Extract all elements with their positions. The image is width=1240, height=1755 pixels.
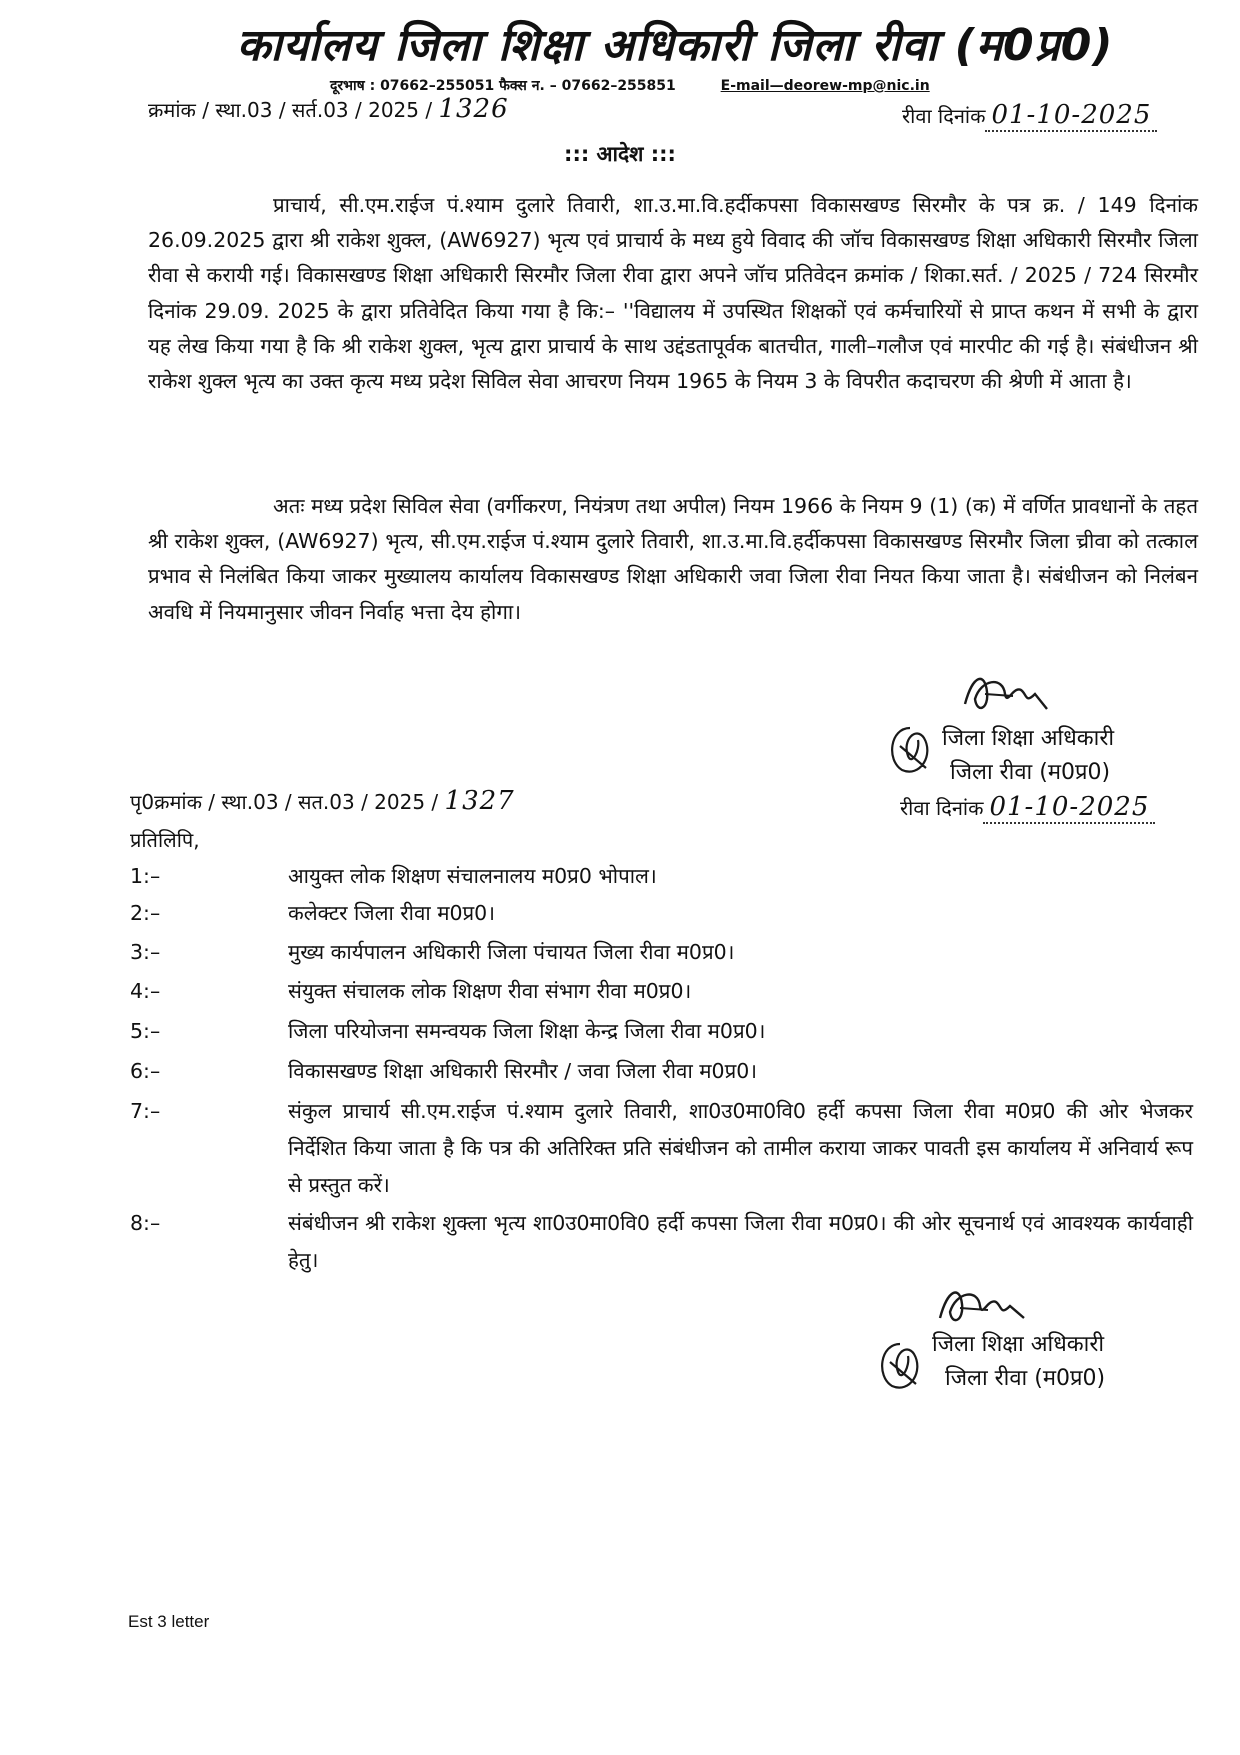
recipient-number: 3:–	[130, 940, 161, 964]
initials-scribble	[870, 1336, 930, 1396]
recipient-number: 1:–	[130, 864, 161, 888]
copy-date	[900, 792, 1155, 822]
order-ref-prefix: क्रमांक / स्था.03 / सर्त.03 / 2025 /	[148, 98, 433, 122]
recipient-text: मुख्य कार्यपालन अधिकारी जिला पंचायत जिला रीवा म0प्र0।	[288, 940, 735, 964]
email-address: E-mail—deorew-mp@nic.in	[720, 78, 930, 94]
order-date	[902, 100, 1157, 130]
order-paragraph-1: प्राचार्य, सी.एम.राईज पं.श्याम दुलारे तिवारी, शा.उ.मा.वि.हर्दीकपसा विकासखण्ड सिरमौर के पत्र क्र. / 149 दिनांक 26.09.2025 द्वारा श्री राकेश शुक्ल, (AW6927) भृत्य एवं प्राचार्य के मध्य हुये विवाद की जॉच विकासखण्ड शिक्षा अधिकारी सिरमौर जिला रीवा से करायी गई। विकासखण्ड शिक्षा अधिकारी सिरमौर जिला रीवा द्वारा अपने जॉच प्रतिवेदन क्रमांक / शिका.सर्त. / 2025 / 724 सिरमौर दिनांक 29.09. 2025 के द्वारा प्रतिवेदित किया गया है कि:– ''विद्यालय में उपस्थित शिक्षकों एवं कर्मचारियों से प्राप्त कथन में सभी के द्वारा यह लेख किया गया है कि श्री राकेश शुक्ल, भृत्य द्वारा प्राचार्य के साथ उद्दंडतापूर्वक बातचीत, गाली–गलौज एवं मारपीट की गई है। संबंधीजन श्री राकेश शुक्ल भृत्य का उक्त कृत्य मध्य प्रदेश सिविल सेवा आचरण नियम 1965 के नियम 3 के विपरीत कदाचरण की श्रेणी में आता है।	[148, 193, 1198, 394]
signature-scribble	[930, 1276, 1030, 1336]
order-ref-number	[148, 94, 509, 124]
order-ref-handwritten: 1326	[438, 94, 509, 124]
copy-date-prefix: रीवा दिनांक	[900, 796, 984, 820]
copy-ref-number	[130, 786, 515, 816]
recipient-number: 6:–	[130, 1059, 161, 1083]
contact-line	[330, 76, 1070, 95]
recipient-text: जिला परियोजना समन्वयक जिला शिक्षा केन्द्र जिला रीवा म0प्र0।	[288, 1019, 766, 1043]
recipient-number: 8:–	[130, 1211, 161, 1235]
signatory-district: जिला रीवा (म0प्र0)	[945, 1366, 1106, 1391]
recipient-text: आयुक्त लोक शिक्षण संचालनालय म0प्र0 भोपाल।	[288, 864, 657, 888]
order-paragraph-2: अतः मध्य प्रदेश सिविल सेवा (वर्गीकरण, नियंत्रण तथा अपील) नियम 1966 के नियम 9 (1) (क) में वर्णित प्रावधानों के तहत श्री राकेश शुक्ल, (AW6927) भृत्य, सी.एम.राईज पं.श्याम दुलारे तिवारी, शा.उ.मा.वि.हर्दीकपसा विकासखण्ड सिरमौर जिला च्रीवा को तत्काल प्रभाव से निलंबित किया जाकर मुख्यालय कार्यालय विकासखण्ड शिक्षा अधिकारी जवा जिला रीवा नियत किया जाता है। संबंधीजन को निलंबन अवधि में नियमानुसार जीवन निर्वाह भत्ता देय होगा।	[148, 494, 1198, 624]
footnote-label: Est 3 letter	[128, 1612, 210, 1631]
recipient-number: 5:–	[130, 1019, 161, 1043]
recipient-text: कलेक्टर जिला रीवा म0प्र0।	[288, 901, 495, 925]
signatory-designation: जिला शिक्षा अधिकारी	[932, 1332, 1105, 1357]
recipient-number: 4:–	[130, 979, 161, 1003]
signatory-district: जिला रीवा (म0प्र0)	[950, 760, 1111, 785]
copy-label: प्रतिलिपि,	[130, 828, 200, 852]
signatory-designation: जिला शिक्षा अधिकारी	[942, 726, 1115, 751]
signature-scribble	[955, 664, 1055, 724]
copy-date-handwritten: 01-10-2025	[983, 792, 1155, 824]
recipient-number: 7:–	[130, 1099, 161, 1123]
copy-ref-prefix: पृ0क्रमांक / स्था.03 / सत.03 / 2025 /	[130, 790, 439, 814]
order-date-handwritten: 01-10-2025	[985, 100, 1157, 132]
phone-fax: दूरभाष : 07662–255051 फैक्स न. – 07662–255851	[330, 78, 676, 94]
initials-scribble	[880, 720, 940, 780]
recipient-number: 2:–	[130, 901, 161, 925]
recipient-text: संकुल प्राचार्य सी.एम.राईज पं.श्याम दुलारे तिवारी, शा0उ0मा0वि0 हर्दी कपसा जिला रीवा म0प्र0 की ओर भेजकर निर्देशित किया जाता है कि पत्र की अतिरिक्त प्रति संबंधीजन को तामील कराया जाकर पावती इस कार्यालय में अनिवार्य रूप से प्रस्तुत करें।	[288, 1099, 1193, 1197]
office-title: कार्यालय जिला शिक्षा अधिकारी जिला रीवा (म0प्र0)	[236, 20, 1114, 71]
recipient-text: संयुक्त संचालक लोक शिक्षण रीवा संभाग रीवा म0प्र0।	[288, 979, 692, 1003]
recipient-text: संबंधीजन श्री राकेश शुक्ला भृत्य शा0उ0मा0वि0 हर्दी कपसा जिला रीवा म0प्र0। की ओर सूचनार्थ एवं आवश्यक कार्यवाही हेतु।	[288, 1211, 1193, 1272]
order-date-prefix: रीवा दिनांक	[902, 104, 986, 128]
order-title: ::: आदेश :::	[564, 142, 676, 166]
copy-ref-handwritten: 1327	[444, 786, 515, 816]
recipient-text: विकासखण्ड शिक्षा अधिकारी सिरमौर / जवा जिला रीवा म0प्र0।	[288, 1059, 758, 1083]
